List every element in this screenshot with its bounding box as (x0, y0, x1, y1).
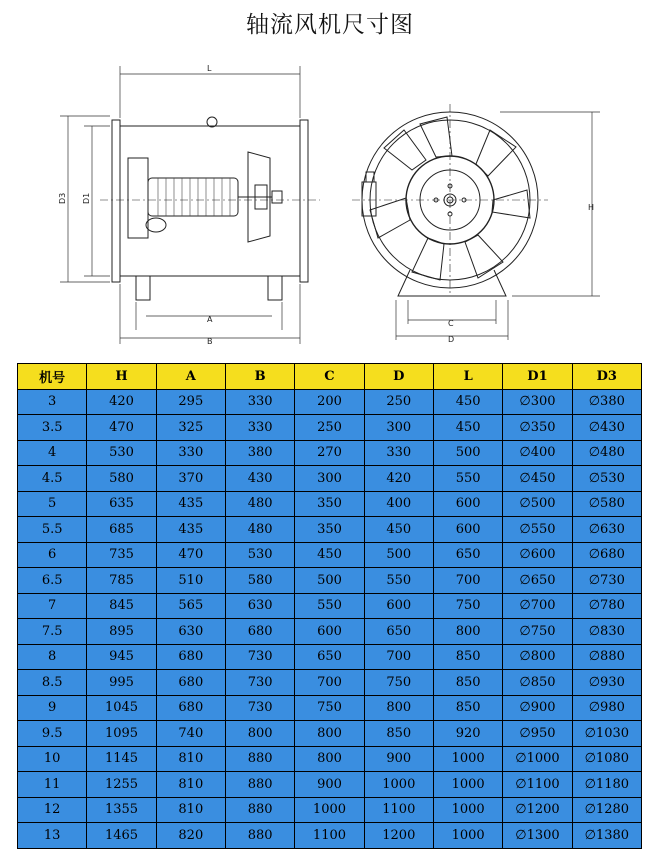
table-cell: ∅980 (572, 695, 641, 721)
table-cell: 550 (433, 466, 502, 492)
table-cell: 1465 (87, 823, 156, 849)
table-cell: 550 (364, 568, 433, 594)
table-cell: 10 (18, 746, 87, 772)
table-body (18, 389, 642, 848)
table-cell: 420 (364, 466, 433, 492)
label-B: B (207, 337, 213, 346)
table-cell: ∅880 (572, 644, 641, 670)
table-cell: ∅1200 (503, 797, 572, 823)
col-header: D (364, 364, 433, 390)
table-cell: ∅450 (503, 466, 572, 492)
table-cell: 785 (87, 568, 156, 594)
col-header: 机号 (18, 364, 87, 390)
table-cell: 6.5 (18, 568, 87, 594)
table-cell: 635 (87, 491, 156, 517)
label-A: A (207, 315, 213, 324)
table-cell: ∅800 (503, 644, 572, 670)
table-cell: 1145 (87, 746, 156, 772)
table-cell: 470 (156, 542, 225, 568)
table-cell: 650 (295, 644, 364, 670)
table-cell: ∅950 (503, 721, 572, 747)
table-cell: ∅930 (572, 670, 641, 696)
table-cell: 1000 (295, 797, 364, 823)
table-cell: 1045 (87, 695, 156, 721)
table-cell: 1000 (364, 772, 433, 798)
table-cell: 5 (18, 491, 87, 517)
table-cell: ∅1180 (572, 772, 641, 798)
table-cell: 580 (225, 568, 294, 594)
table-cell: 700 (364, 644, 433, 670)
table-cell: 900 (364, 746, 433, 772)
table-cell: 330 (225, 415, 294, 441)
table-cell: 945 (87, 644, 156, 670)
table-cell: 370 (156, 466, 225, 492)
table-cell: 13 (18, 823, 87, 849)
table-cell: 350 (295, 517, 364, 543)
table-cell: ∅1300 (503, 823, 572, 849)
table-cell: 850 (433, 695, 502, 721)
table-cell: 500 (295, 568, 364, 594)
table-cell: 600 (364, 593, 433, 619)
table-row (18, 772, 642, 798)
table-cell: 880 (225, 746, 294, 772)
table-cell: ∅700 (503, 593, 572, 619)
table-cell: 680 (156, 695, 225, 721)
table-cell: 850 (433, 644, 502, 670)
table-cell: 880 (225, 823, 294, 849)
table-row (18, 746, 642, 772)
table-cell: ∅580 (572, 491, 641, 517)
table-cell: 630 (225, 593, 294, 619)
table-cell: 450 (364, 517, 433, 543)
table-cell: 850 (364, 721, 433, 747)
table-cell: ∅830 (572, 619, 641, 645)
table-cell: ∅750 (503, 619, 572, 645)
label-L: L (207, 64, 212, 73)
table-cell: 880 (225, 797, 294, 823)
table-cell: 300 (364, 415, 433, 441)
table-cell: 300 (295, 466, 364, 492)
table-cell: ∅1380 (572, 823, 641, 849)
table-cell: 500 (364, 542, 433, 568)
label-D3: D3 (58, 192, 67, 204)
table-cell: 1000 (433, 823, 502, 849)
table-cell: 800 (295, 721, 364, 747)
foot-left (136, 276, 150, 300)
table-cell: 810 (156, 772, 225, 798)
table-cell: 5.5 (18, 517, 87, 543)
table-cell: 550 (295, 593, 364, 619)
table-cell: ∅680 (572, 542, 641, 568)
table-cell: ∅380 (572, 389, 641, 415)
table-row (18, 389, 642, 415)
table-cell: 530 (87, 440, 156, 466)
table-cell: 250 (364, 389, 433, 415)
table-cell: ∅1000 (503, 746, 572, 772)
label-C: C (448, 319, 454, 328)
dimension-table (17, 363, 642, 849)
table-cell: ∅650 (503, 568, 572, 594)
table-cell: 1000 (433, 772, 502, 798)
table-cell: 7 (18, 593, 87, 619)
table-row (18, 721, 642, 747)
table-cell: 800 (364, 695, 433, 721)
table-cell: ∅1280 (572, 797, 641, 823)
table-cell: 600 (433, 517, 502, 543)
table-cell: ∅900 (503, 695, 572, 721)
table-row (18, 823, 642, 849)
table-cell: ∅500 (503, 491, 572, 517)
table-cell: 750 (433, 593, 502, 619)
table-row (18, 695, 642, 721)
table-cell: 850 (433, 670, 502, 696)
table-cell: 450 (433, 415, 502, 441)
table-row (18, 797, 642, 823)
table-cell: 810 (156, 746, 225, 772)
motor (148, 178, 238, 216)
table-row (18, 542, 642, 568)
label-D1: D1 (82, 192, 91, 204)
table-cell: ∅350 (503, 415, 572, 441)
table-cell: 565 (156, 593, 225, 619)
table-row (18, 415, 642, 441)
table-cell: 330 (156, 440, 225, 466)
table-cell: ∅550 (503, 517, 572, 543)
table-cell: ∅1100 (503, 772, 572, 798)
table-cell: 730 (225, 695, 294, 721)
table-cell: ∅1080 (572, 746, 641, 772)
table-cell: ∅730 (572, 568, 641, 594)
table-cell: 12 (18, 797, 87, 823)
col-header: C (295, 364, 364, 390)
motor-mount (128, 158, 148, 238)
table-cell: ∅530 (572, 466, 641, 492)
table-cell: 380 (225, 440, 294, 466)
table-cell: 3.5 (18, 415, 87, 441)
table-row (18, 466, 642, 492)
table-cell: 4 (18, 440, 87, 466)
col-header: D3 (572, 364, 641, 390)
table-cell: 7.5 (18, 619, 87, 645)
table-cell: 680 (225, 619, 294, 645)
base-stand (398, 270, 506, 296)
table-cell: 920 (433, 721, 502, 747)
col-header: D1 (503, 364, 572, 390)
table-cell: ∅300 (503, 389, 572, 415)
col-header: H (87, 364, 156, 390)
table-row (18, 491, 642, 517)
table-cell: 800 (295, 746, 364, 772)
table-cell: 4.5 (18, 466, 87, 492)
table-row (18, 593, 642, 619)
table-cell: 800 (225, 721, 294, 747)
table-cell: 730 (225, 644, 294, 670)
table-cell: 650 (433, 542, 502, 568)
table-cell: 680 (156, 644, 225, 670)
table-cell: ∅480 (572, 440, 641, 466)
table-cell: 900 (295, 772, 364, 798)
table-cell: ∅600 (503, 542, 572, 568)
table-cell: 500 (433, 440, 502, 466)
table-cell: 630 (156, 619, 225, 645)
table-cell: 325 (156, 415, 225, 441)
table-cell: 700 (295, 670, 364, 696)
table-cell: ∅780 (572, 593, 641, 619)
foot-right (268, 276, 282, 300)
table-cell: 480 (225, 491, 294, 517)
page-title: 轴流风机尺寸图 (246, 12, 414, 38)
table-cell: 700 (433, 568, 502, 594)
table-cell: 600 (433, 491, 502, 517)
table-row (18, 517, 642, 543)
label-H: H (588, 203, 595, 212)
table-cell: ∅850 (503, 670, 572, 696)
table-cell: 995 (87, 670, 156, 696)
table-cell: 450 (433, 389, 502, 415)
table-cell: 650 (364, 619, 433, 645)
col-header: A (156, 364, 225, 390)
table-cell: 730 (225, 670, 294, 696)
table-row (18, 568, 642, 594)
table-cell: 530 (225, 542, 294, 568)
table-cell: 880 (225, 772, 294, 798)
table-cell: 330 (364, 440, 433, 466)
table-cell: 9.5 (18, 721, 87, 747)
table-cell: 435 (156, 491, 225, 517)
table-cell: 1095 (87, 721, 156, 747)
table-cell: ∅400 (503, 440, 572, 466)
fan-dimension-drawing (0, 60, 660, 360)
table-cell: 470 (87, 415, 156, 441)
table-row (18, 644, 642, 670)
table-cell: 810 (156, 797, 225, 823)
table-cell: 200 (295, 389, 364, 415)
table-cell: 580 (87, 466, 156, 492)
table-cell: 510 (156, 568, 225, 594)
table-cell: 685 (87, 517, 156, 543)
table-cell: ∅430 (572, 415, 641, 441)
col-header: B (225, 364, 294, 390)
table-cell: 3 (18, 389, 87, 415)
table-cell: 295 (156, 389, 225, 415)
table-cell: 8 (18, 644, 87, 670)
table-cell: 750 (364, 670, 433, 696)
table-cell: 1355 (87, 797, 156, 823)
table-header-row (18, 364, 642, 390)
table-row (18, 619, 642, 645)
housing-side (120, 126, 300, 276)
table-cell: 450 (295, 542, 364, 568)
table-cell: 330 (225, 389, 294, 415)
table-row (18, 670, 642, 696)
table-cell: 480 (225, 517, 294, 543)
table-cell: 800 (433, 619, 502, 645)
table-cell: ∅630 (572, 517, 641, 543)
table-cell: 11 (18, 772, 87, 798)
table-cell: 400 (364, 491, 433, 517)
table-cell: 740 (156, 721, 225, 747)
table-cell: ∅1030 (572, 721, 641, 747)
table-cell: 1000 (433, 746, 502, 772)
table-cell: 9 (18, 695, 87, 721)
table-cell: 1000 (433, 797, 502, 823)
table-cell: 895 (87, 619, 156, 645)
table-cell: 270 (295, 440, 364, 466)
table-cell: 1100 (295, 823, 364, 849)
label-D: D (448, 335, 455, 344)
table-cell: 845 (87, 593, 156, 619)
table-row (18, 440, 642, 466)
table-cell: 350 (295, 491, 364, 517)
col-header: L (433, 364, 502, 390)
table-cell: 8.5 (18, 670, 87, 696)
table-cell: 600 (295, 619, 364, 645)
table-cell: 1255 (87, 772, 156, 798)
table-cell: 820 (156, 823, 225, 849)
table-cell: 250 (295, 415, 364, 441)
table-cell: 430 (225, 466, 294, 492)
table-cell: 750 (295, 695, 364, 721)
table-cell: 435 (156, 517, 225, 543)
table-cell: 680 (156, 670, 225, 696)
table-cell: 1200 (364, 823, 433, 849)
table-cell: 6 (18, 542, 87, 568)
table-cell: 420 (87, 389, 156, 415)
table-cell: 1100 (364, 797, 433, 823)
table-cell: 735 (87, 542, 156, 568)
